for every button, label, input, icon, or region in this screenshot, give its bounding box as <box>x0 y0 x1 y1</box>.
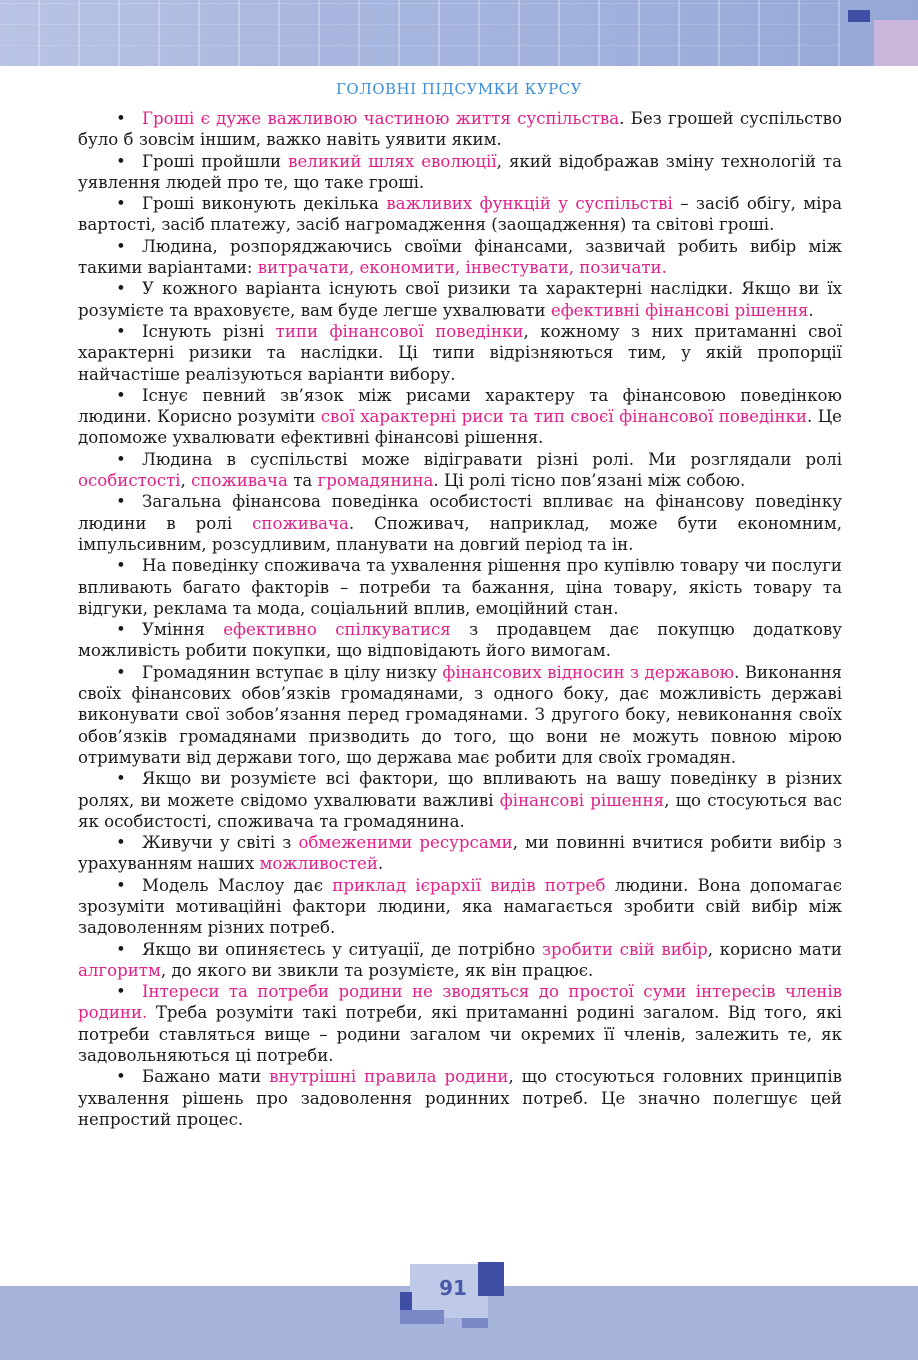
bullet-icon: • <box>116 556 126 576</box>
text-run: , корисно мати <box>707 939 842 959</box>
highlighted-text: споживача <box>252 513 349 533</box>
bullet-icon: • <box>116 662 126 682</box>
summary-item <box>78 108 842 151</box>
text-run: Людина в суспільстві може відігравати різні ролі. Ми розглядали ролі <box>142 449 842 469</box>
text-run: Живучи у світі з <box>142 833 299 853</box>
summary-item <box>78 151 842 194</box>
summary-item <box>78 875 842 939</box>
bullet-icon: • <box>116 385 126 405</box>
summary-item <box>78 832 842 875</box>
highlighted-text: внутрішні правила родини <box>269 1067 509 1087</box>
bullet-icon: • <box>116 109 126 128</box>
text-run: . Виконання своїх фінансових обов’язків громадянами, з одного боку, дає можливість державі виконувати свої зобов’язання перед громадянами. З другого боку, невиконання своїх обов’язків громадянами призводить до того, що вони не можуть повною мірою отримувати від держави того, що держава має робити для своїх громадян. <box>78 662 842 767</box>
banner-pattern <box>0 0 840 66</box>
summary-item <box>78 662 842 768</box>
text-run: Гроші пройшли <box>142 151 289 171</box>
text-run: , який відображав зміну технологій та уявлення людей про те, що таке гроші. <box>78 151 842 192</box>
highlighted-text: ефективні фінансові рішення <box>550 300 809 320</box>
bullet-icon: • <box>116 449 126 469</box>
corner-decoration <box>848 10 870 22</box>
text-run: Людина, розпоряджаючись своїми фінансами, зазвичай робить вибір між такими варіантами: <box>78 236 842 278</box>
highlighted-text: свої характерні риси та тип своєї фінансової поведінки <box>320 407 807 427</box>
summary-item <box>78 491 842 555</box>
bullet-icon: • <box>116 769 126 789</box>
bullet-icon: • <box>116 321 126 341</box>
text-run: , ми повинні вчитися робити вибір з урахуванням наших <box>78 833 842 874</box>
text-run: – засіб обігу, міра вартості, засіб платежу, засіб нагромадження (заощадження) та світові гроші. <box>78 194 842 235</box>
bullet-icon: • <box>116 875 126 895</box>
text-run: , кожному з них притаманні свої характерні ризики та наслідки. Ці типи відрізняються тим, у якій пропорції найчастіше реалізуються варіанти вибору. <box>78 321 843 384</box>
bullet-icon: • <box>116 194 126 214</box>
corner-decoration <box>874 20 918 66</box>
text-run: Бажано мати <box>142 1067 270 1087</box>
text-run: та <box>287 471 318 491</box>
page-number-decoration <box>462 1318 488 1328</box>
highlighted-text: особистості <box>78 471 181 491</box>
page-number-decoration <box>400 1310 444 1324</box>
text-run: Загальна фінансова поведінка особистості впливає на фінансову поведінку людини в ролі <box>78 492 842 533</box>
bullet-icon: • <box>116 279 126 299</box>
highlighted-text: споживача <box>191 471 288 491</box>
highlighted-text: типи фінансової поведінки <box>275 321 524 341</box>
text-run: На поведінку споживача та ухвалення рішення про купівлю товару чи послуги впливають багато факторів – потреби та бажання, ціна товару, якість товару та відгуки, реклама та мода, соціальний вплив, емоційний стан. <box>78 556 842 618</box>
text-run: Гроші виконують декілька <box>142 194 387 214</box>
text-run: , що стосуються головних принципів ухвалення рішень про задоволення родинних потреб. Це значно полегшує цей непростий процес. <box>78 1067 843 1129</box>
text-run: , <box>180 471 192 491</box>
summary-item <box>78 555 842 619</box>
highlighted-text: можливостей <box>259 854 378 874</box>
highlighted-text: Гроші є дуже важливою частиною життя суспільства <box>142 109 620 128</box>
text-run: людини. Вона допомагає зрозуміти мотиваційні фактори людини, яка намагається зробити свій вибір між задоволенням різних потреб. <box>78 875 842 938</box>
highlighted-text: приклад ієрархії видів потреб <box>332 875 606 895</box>
summary-item <box>78 236 842 279</box>
highlighted-text: алгоритм <box>78 960 161 980</box>
text-run: . Ці ролі тісно пов’язані між собою. <box>433 471 746 491</box>
summary-item <box>78 385 842 449</box>
summary-item <box>78 321 842 385</box>
summary-item <box>78 619 842 662</box>
summary-item <box>78 768 842 832</box>
text-run: . Без грошей суспільство було б зовсім іншим, важко навіть уявити яким. <box>78 109 842 150</box>
bullet-icon: • <box>116 833 126 853</box>
bullet-icon: • <box>116 620 126 640</box>
summary-item <box>78 981 842 1066</box>
highlighted-text: важливих функцій у суспільстві <box>386 194 673 214</box>
summary-item <box>78 1066 842 1130</box>
text-run: . Споживач, наприклад, може бути економним, імпульсивним, розсудливим, планувати на довгий період та ін. <box>78 513 842 554</box>
bullet-icon: • <box>116 939 126 959</box>
highlighted-text: витрачати, економити, інвестувати, позичати. <box>257 258 667 278</box>
bullet-icon: • <box>116 236 126 256</box>
highlighted-text: громадянина <box>317 471 434 491</box>
bullet-icon: • <box>116 151 126 171</box>
corner-decoration <box>848 22 874 66</box>
bullet-icon: • <box>116 982 126 1002</box>
text-run: Уміння <box>142 620 224 640</box>
text-run: , до якого ви звикли та розумієте, як він працює. <box>160 960 594 980</box>
highlighted-text: великий шлях еволюції <box>288 151 497 171</box>
highlighted-text: обмеженими ресурсами <box>298 833 513 853</box>
text-run: Існують різні <box>142 321 276 341</box>
bullet-icon: • <box>116 492 126 512</box>
bullet-icon: • <box>116 1067 126 1087</box>
summary-item <box>78 278 842 321</box>
summary-item <box>78 449 842 492</box>
highlighted-text: Інтереси та потреби родини не зводяться до простої суми інтересів членів родини. <box>78 982 842 1023</box>
page-number: 91 <box>439 1276 467 1300</box>
text-run: У кожного варіанта існують свої ризики та характерні наслідки. Якщо ви їх розумієте та враховуєте, вам буде легше ухвалювати <box>78 279 842 320</box>
highlighted-text: фінансових відносин з державою <box>442 662 735 682</box>
text-run: Треба розуміти такі потреби, які притаманні родині загалом. Від того, які потреби ставляться вище – родини загалом чи окремих її членів, залежить те, як задовольняються ці потреби. <box>78 1003 842 1066</box>
text-run: з продавцем дає покупцю додаткову можливість робити покупки, що відповідають його вимогам. <box>78 620 842 661</box>
highlighted-text: фінансові рішення <box>499 790 665 810</box>
highlighted-text: зробити свій вибір <box>541 939 708 959</box>
text-run: . Це допоможе ухвалювати ефективні фінансові рішення. <box>78 407 842 448</box>
text-run: Модель Маслоу дає <box>142 875 333 895</box>
summary-list <box>78 108 842 1130</box>
text-run: . <box>377 854 384 874</box>
text-run: Громадянин вступає в цілу низку <box>142 662 443 682</box>
summary-item <box>78 193 842 236</box>
text-run: Якщо ви опиняєтесь у ситуації, де потрібно <box>142 939 542 959</box>
text-run: . <box>808 300 814 320</box>
text-run: Існує певний зв’язок між рисами характеру та фінансовою поведінкою людини. Корисно розуміти <box>78 385 842 427</box>
highlighted-text: ефективно спілкуватися <box>223 620 451 640</box>
page-title: ГОЛОВНІ ПІДСУМКИ КУРСУ <box>335 80 583 98</box>
top-banner <box>0 0 918 66</box>
text-run: , що стосуються вас як особистості, споживача та громадянина. <box>78 790 842 831</box>
text-run: Якщо ви розумієте всі фактори, що впливають на вашу поведінку в різних ролях, ви можете свідомо ухвалювати важливі <box>78 769 842 810</box>
summary-item <box>78 939 842 982</box>
page-number-decoration <box>400 1292 412 1310</box>
